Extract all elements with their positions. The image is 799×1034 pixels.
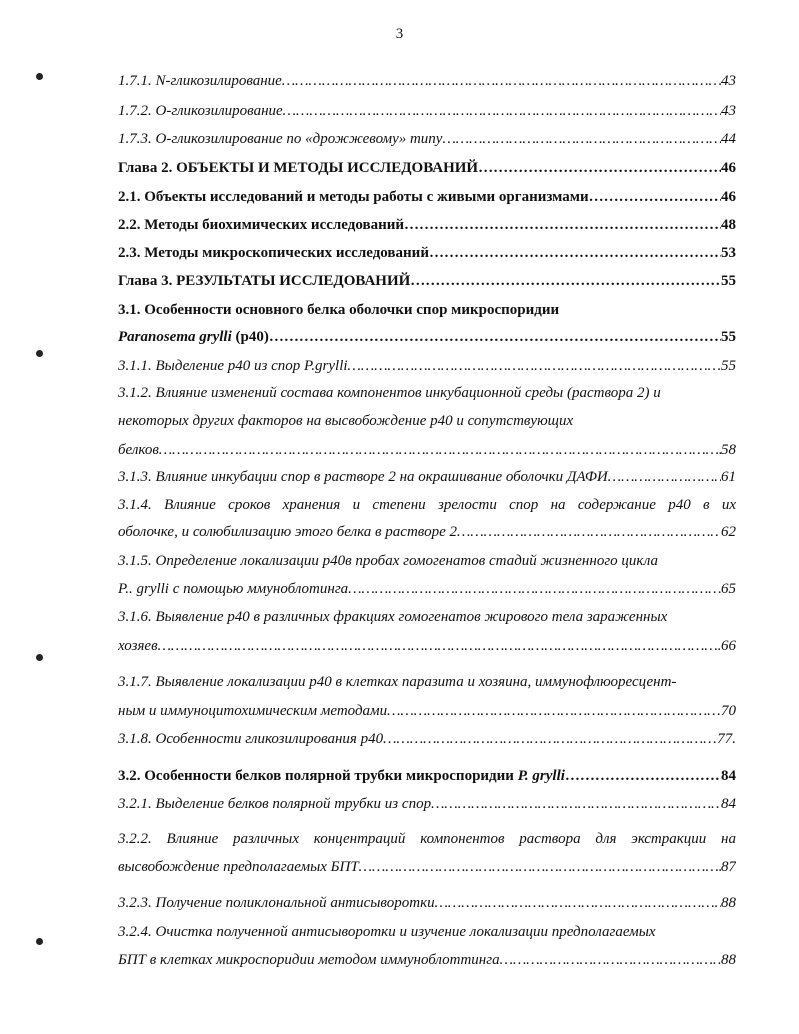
- toc-entry-3-2-2-line1: 3.2.2. Влияние различных концентраций компонентов раствора для экстракции на: [118, 831, 736, 847]
- toc-entry-3-1-6-line1: 3.1.6. Выявление р40 в различных фракциях гомогенатов жирового тела зараженных: [118, 609, 668, 625]
- toc-entry-3-2-3: 3.2.3. Получение поликлональной антисыворотки ……………………………………………………………………………………………………………………………………………………………………………………………………… 88: [118, 893, 736, 913]
- toc-entry-3-1-6: хозяев ……………………………………………………………………………………………………………………………………………………………………………………………………… 66: [118, 636, 736, 656]
- toc-entry-3-1-8: 3.1.8. Особенности гликозилирования р40 ……………………………………………………………………………………………………………………………………………………………………………………………………… 77.: [118, 729, 736, 749]
- toc-entry-3-2-1: 3.2.1. Выделение белков полярной трубки из спор ……………………………………………………………………………………………………………………………………………………………………………………………………… 84: [118, 794, 736, 814]
- toc-entry-2-2: 2.2. Методы биохимических исследований ……………………………………………………………………………………………………………………………………………………………………………………………………… 48: [118, 215, 736, 235]
- toc-entry-3-1: Paranosema grylli (р40) ……………………………………………………………………………………………………………………………………………………………………………………………………… 55: [118, 327, 736, 347]
- toc-entry-1-7-1: 1.7.1. N-гликозилирование ……………………………………………………………………………………………………………………………………………………………………………………………………… 43: [118, 71, 736, 91]
- toc-entry-3-1-5: P.. grylli с помощью ммуноблотинга ……………………………………………………………………………………………………………………………………………………………………………………………………… 65: [118, 579, 736, 599]
- toc-entry-3-1-7: ным и иммуноцитохимическим методами ……………………………………………………………………………………………………………………………………………………………………………………………………… 70: [118, 701, 736, 721]
- toc-entry-3-1-5-line1: 3.1.5. Определение локализации р40в пробах гомогенатов стадий жизненного цикла: [118, 553, 658, 569]
- toc-entry-3-1-2-line2: некоторых других факторов на высвобождение р40 и сопутствующих: [118, 413, 574, 429]
- binding-hole-2: [36, 350, 43, 357]
- toc-entry-3-1-line1: 3.1. Особенности основного белка оболочки спор микроспоридии: [118, 302, 560, 318]
- toc-entry-3-1-3: 3.1.3. Влияние инкубации спор в растворе 2 на окрашивание оболочки ДАФИ ……………………………………………………………………………………………………………………………………………………………………………………………………… 61: [118, 467, 736, 487]
- toc-entry-2-3: 2.3. Методы микроскопических исследований ……………………………………………………………………………………………………………………………………………………………………………………………………… 53: [118, 243, 736, 263]
- toc-entry-3-1-7-line1: 3.1.7. Выявление локализации р40 в клетках паразита и хозяина, иммунофлюоресцент-: [118, 674, 677, 690]
- page-number: 3: [395, 26, 404, 42]
- toc-entry-3-1-4: оболочке, и солюбилизацию этого белка в растворе 2 ……………………………………………………………………………………………………………………………………………………………………………………………………… 62: [118, 522, 736, 542]
- toc-entry-chapter-3: Глава 3. РЕЗУЛЬТАТЫ ИССЛЕДОВАНИЙ ……………………………………………………………………………………………………………………………………………………………………………………………………… 55: [118, 271, 736, 291]
- toc-entry-1-7-2: 1.7.2. О-гликозилирование ……………………………………………………………………………………………………………………………………………………………………………………………………… 43: [118, 101, 736, 121]
- toc-entry-3-1-1: 3.1.1. Выделение р40 из спор P.grylli ……………………………………………………………………………………………………………………………………………………………………………………………………… 55: [118, 356, 736, 376]
- toc-entry-3-2: 3.2. Особенности белков полярной трубки микроспоридии P. grylli ……………………………………………………………………………………………………………………………………………………………………………………………………… 84: [118, 766, 736, 786]
- toc-entry-3-2-4: БПТ в клетках микроспоридии методом иммуноблоттинга ……………………………………………………………………………………………………………………………………………………………………………………………………… 88: [118, 950, 736, 970]
- binding-hole-3: [36, 654, 43, 661]
- toc-entry-3-2-4-line1: 3.2.4. Очистка полученной антисыворотки и изучение локализации предполагаемых: [118, 924, 656, 940]
- toc-entry-2-1: 2.1. Объекты исследований и методы работы с живыми организмами ……………………………………………………………………………………………………………………………………………………………………………………………………… 46: [118, 187, 736, 207]
- binding-hole-1: [36, 73, 43, 80]
- toc-entry-1-7-3: 1.7.3. О-гликозилирование по «дрожжевому» типу ……………………………………………………………………………………………………………………………………………………………………………………………………… 44: [118, 129, 736, 149]
- toc-entry-3-2-2: высвобождение предполагаемых БПТ ……………………………………………………………………………………………………………………………………………………………………………………………………… 87: [118, 857, 736, 877]
- toc-entry-chapter-2: Глава 2. ОБЪЕКТЫ И МЕТОДЫ ИССЛЕДОВАНИЙ ……………………………………………………………………………………………………………………………………………………………………………………………………… 46: [118, 158, 736, 178]
- toc-entry-3-1-2-line1: 3.1.2. Влияние изменений состава компонентов инкубационной среды (раствора 2) и: [118, 385, 661, 401]
- toc-entry-3-1-4-line1: 3.1.4. Влияние сроков хранения и степени зрелости спор на содержание р40 в их: [118, 497, 736, 513]
- binding-hole-4: [36, 938, 43, 945]
- toc-entry-3-1-2: белков ……………………………………………………………………………………………………………………………………………………………………………………………………… 58: [118, 440, 736, 460]
